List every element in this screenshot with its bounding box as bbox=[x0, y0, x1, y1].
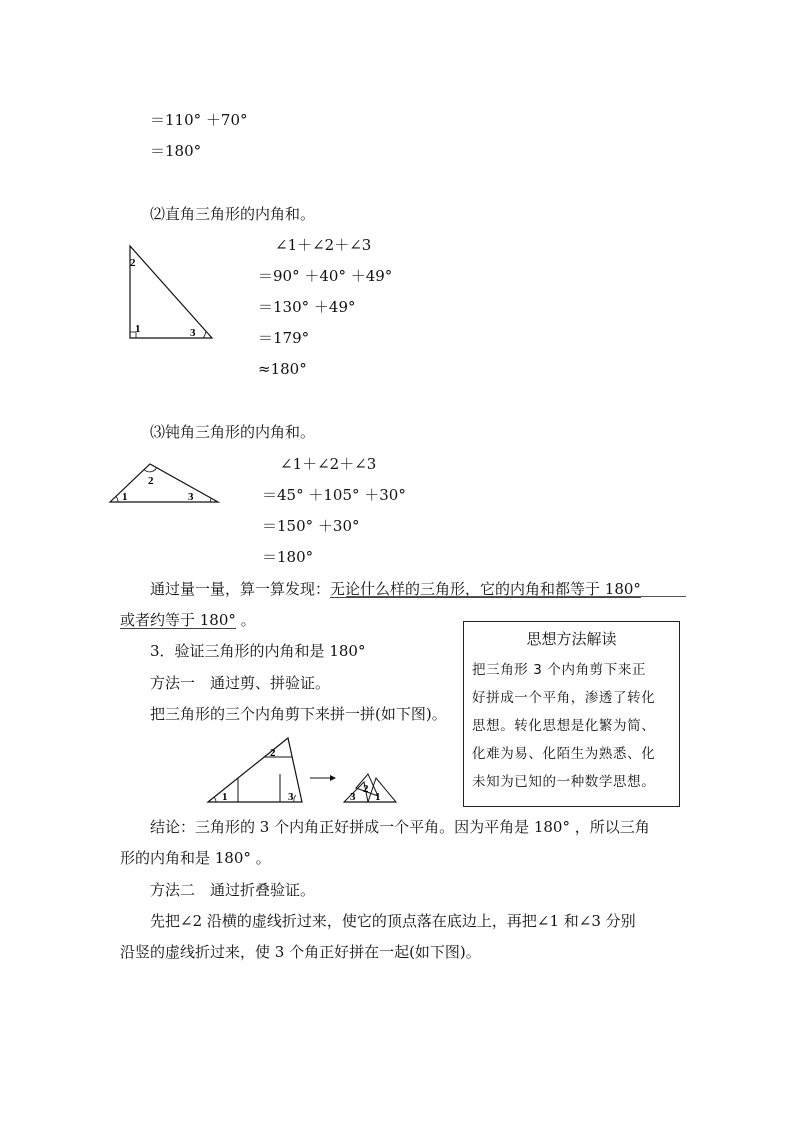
calc-line: ＝90° ＋40° ＋49° bbox=[258, 267, 393, 285]
method-2-line-2: 沿竖的虚线折过来，使 3 个角正好拼在一起(如下图)。 bbox=[120, 943, 481, 961]
box-line: 思想。转化思想是化繁为简、 bbox=[472, 718, 656, 734]
box-title: 思想方法解读 bbox=[526, 630, 617, 648]
angle-label-1: 1 bbox=[375, 791, 381, 803]
method-2-title: 方法二 通过折叠验证。 bbox=[150, 881, 316, 899]
calc-line: ∠1＋∠2＋∠3 bbox=[275, 236, 372, 254]
angle-label-2: 2 bbox=[130, 257, 136, 269]
angle-label-2: 2 bbox=[363, 783, 369, 795]
conclusion-line-2: 形的内角和是 180° 。 bbox=[120, 849, 271, 867]
finding-prefix: 通过量一量，算一算发现： bbox=[150, 580, 331, 598]
thinking-method-box bbox=[463, 621, 680, 807]
calc-line: ＝110° ＋70° bbox=[150, 111, 248, 129]
angle-label-3: 3 bbox=[188, 491, 194, 503]
angle-label-1: 1 bbox=[222, 791, 228, 803]
calc-line: ＝180° bbox=[262, 548, 314, 566]
calc-line: ∠1＋∠2＋∠3 bbox=[280, 455, 377, 473]
finding-underlined: 无论什么样的三角形，它的内角和都等于 180° bbox=[330, 580, 641, 598]
calc-line: ＝150° ＋30° bbox=[262, 517, 360, 535]
obtuse-triangle-figure bbox=[108, 460, 222, 506]
box-line: 好拼成一个平角，渗透了转化 bbox=[472, 690, 656, 706]
angle-label-1: 1 bbox=[135, 323, 141, 335]
angle-label-2: 2 bbox=[270, 747, 276, 759]
method-1-description: 把三角形的三个内角剪下来拼一拼(如下图)。 bbox=[150, 705, 447, 723]
box-line: 化难为易、化陌生为熟悉、化 bbox=[472, 746, 656, 762]
angle-label-3: 3 bbox=[350, 791, 356, 803]
finding-underlined: 或者约等于 180° bbox=[120, 611, 236, 629]
angle-label-3: 3 bbox=[288, 791, 294, 803]
box-line: 把三角形 3 个内角剪下来正 bbox=[472, 662, 647, 678]
cut-arrange-figure bbox=[204, 734, 404, 806]
calc-line: ＝45° ＋105° ＋30° bbox=[262, 486, 406, 504]
calc-line: ＝130° ＋49° bbox=[258, 298, 356, 316]
section-heading: ⑵直角三角形的内角和。 bbox=[150, 205, 316, 223]
angle-label-2: 2 bbox=[148, 475, 154, 487]
calc-line: ＝179° bbox=[258, 329, 310, 347]
section-title: 3．验证三角形的内角和是 180° bbox=[150, 642, 366, 660]
calc-line: ＝180° bbox=[150, 142, 202, 160]
angle-label-3: 3 bbox=[190, 327, 196, 339]
angle-label-1: 1 bbox=[122, 491, 128, 503]
finding-suffix: 。 bbox=[235, 611, 256, 629]
method-2-line-1: 先把∠2 沿横的虚线折过来，使它的顶点落在底边上，再把∠1 和∠3 分别 bbox=[150, 912, 636, 930]
box-line: 未知为已知的一种数学思想。 bbox=[472, 774, 656, 790]
section-heading: ⑶钝角三角形的内角和。 bbox=[150, 423, 316, 441]
conclusion-line-1: 结论：三角形的 3 个内角正好拼成一个平角。因为平角是 180° ，所以三角 bbox=[150, 818, 650, 836]
method-1-title: 方法一 通过剪、拼验证。 bbox=[150, 674, 331, 692]
finding-line-2 bbox=[120, 610, 256, 630]
right-triangle-figure bbox=[126, 242, 216, 342]
underline-rule bbox=[346, 596, 686, 597]
calc-line: ≈180° bbox=[258, 360, 307, 378]
